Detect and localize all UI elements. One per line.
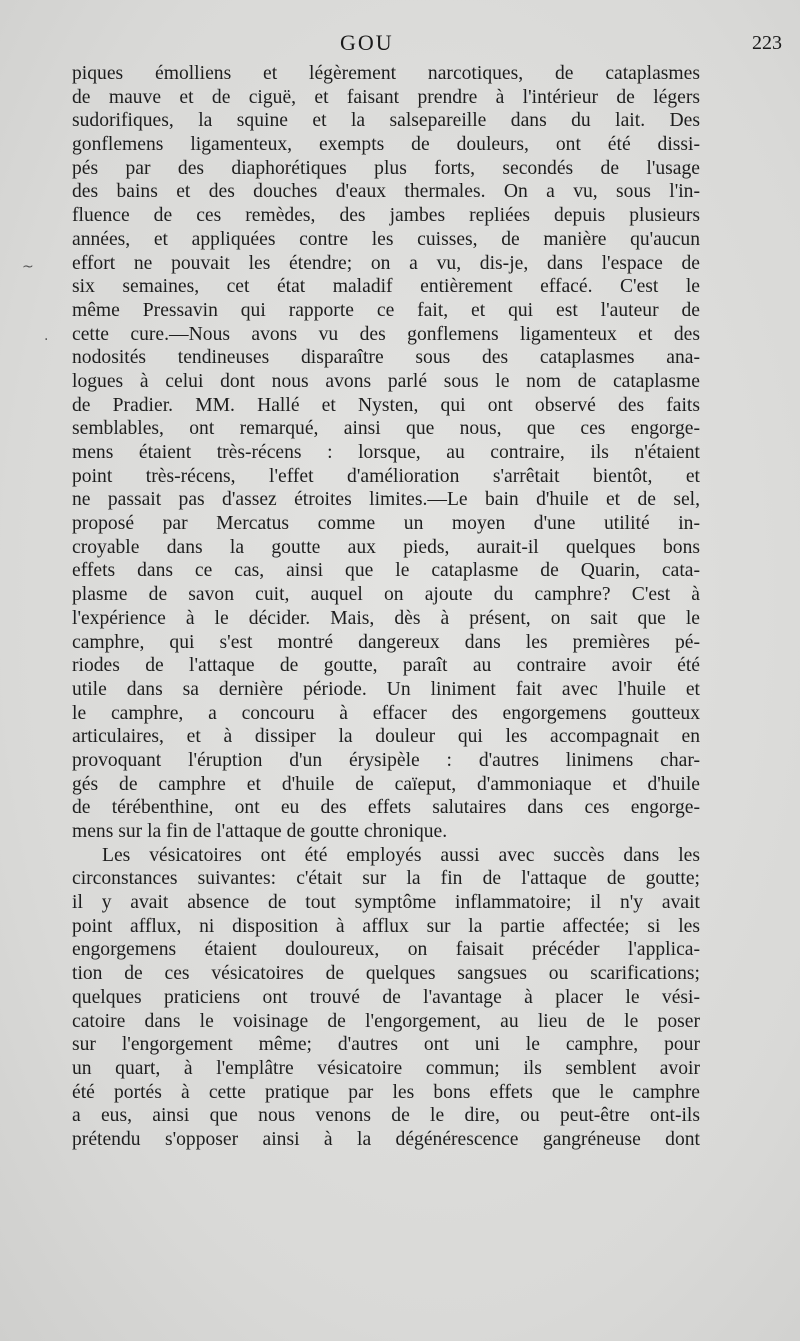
text-line: pés par des diaphorétiques plus forts, secondés de l'usage (72, 157, 700, 179)
page-header (0, 30, 800, 60)
text-line: utile dans sa dernière période. Un liniment fait avec l'huile et (72, 678, 700, 700)
text-line: sur l'engorgement même; d'autres ont uni le camphre, pour (72, 1034, 700, 1056)
text-line: articulaires, et à dissiper la douleur qui les accompagnait en (72, 726, 700, 748)
text-line: mens sur la fin de l'attaque de goutte chronique. (72, 821, 448, 842)
margin-mark: ~ (22, 259, 34, 275)
running-head: GOU (340, 30, 394, 55)
text-line: le camphre, a concouru à effacer des engorgemens goutteux (72, 702, 700, 724)
text-line: un quart, à l'emplâtre vésicatoire commun; ils semblent avoir (72, 1057, 700, 1079)
body-text (72, 62, 700, 1152)
margin-mark: · (44, 332, 49, 348)
text-line: de mauve et de ciguë, et faisant prendre à l'intérieur de légers (72, 86, 700, 108)
text-line: effort ne pouvait les étendre; on a vu, dis-je, dans l'espace de (72, 252, 700, 274)
text-line: quelques praticiens ont trouvé de l'avantage à placer le vési- (72, 986, 700, 1008)
text-line: provoquant l'éruption d'un érysipèle : d'autres linimens char- (72, 749, 700, 771)
text-line: engorgemens étaient douloureux, on faisait précéder l'applica- (72, 939, 700, 961)
text-line: fluence de ces remèdes, des jambes repliées depuis plusieurs (72, 205, 700, 227)
text-line: point très-récens, l'effet d'amélioration s'arrêtait bientôt, et (72, 465, 700, 487)
text-line: nodosités tendineuses disparaître sous des cataplasmes ana- (72, 347, 700, 369)
text-line: cette cure.—Nous avons vu des gonflemens ligamenteux et des (72, 323, 700, 345)
text-line: camphre, qui s'est montré dangereux dans les premières pé- (72, 631, 700, 653)
text-line: tion de ces vésicatoires de quelques sangsues ou scarifications; (72, 963, 700, 985)
text-line: mens étaient très-récens : lorsque, au contraire, ils n'étaient (72, 442, 700, 463)
text-line: a eus, ainsi que nous venons de le dire, ou peut-être ont-ils (72, 1105, 700, 1127)
text-line: l'expérience à le décider. Mais, dès à présent, on sait que le (72, 607, 700, 629)
text-line: Les vésicatoires ont été employés aussi avec succès dans les (102, 844, 700, 866)
text-line: logues à celui dont nous avons parlé sous le nom de cataplasme (72, 370, 700, 392)
text-line: croyable dans la goutte aux pieds, aurait-il quelques bons (72, 536, 700, 558)
text-line: six semaines, cet état maladif entièrement effacé. C'est le (72, 276, 700, 298)
text-line: même Pressavin qui rapporte ce fait, et qui est l'auteur de (72, 299, 700, 321)
text-line: ne passait pas d'assez étroites limites.—Le bain d'huile et de sel, (72, 489, 700, 511)
paragraph (72, 62, 700, 844)
page-number: 223 (752, 32, 782, 54)
text-line: de Pradier. MM. Hallé et Nysten, qui ont observé des faits (72, 394, 700, 416)
paragraph (72, 844, 700, 1152)
text-line: effets dans ce cas, ainsi que le cataplasme de Quarin, cata- (72, 560, 700, 582)
text-line: sudorifiques, la squine et la salsepareille dans du lait. Des (72, 110, 700, 132)
text-line: plasme de savon cuit, auquel on ajoute du camphre? C'est à (72, 584, 700, 606)
text-line: catoire dans le voisinage de l'engorgement, au lieu de le poser (72, 1010, 700, 1032)
text-line: proposé par Mercatus comme un moyen d'une utilité in- (72, 513, 700, 535)
text-line: prétendu s'opposer ainsi à la dégénérescence gangréneuse dont (72, 1128, 700, 1150)
text-line: riodes de l'attaque de goutte, paraît au contraire avoir été (72, 655, 700, 677)
text-line: été portés à cette pratique par les bons effets que le camphre (72, 1081, 700, 1103)
text-line: gés de camphre et d'huile de caïeput, d'ammoniaque et d'huile (72, 773, 700, 795)
text-line: de térébenthine, ont eu des effets salutaires dans ces engorge- (72, 797, 700, 819)
text-line: circonstances suivantes: c'était sur la fin de l'attaque de goutte; (72, 868, 700, 890)
text-line: gonflemens ligamenteux, exempts de douleurs, ont été dissi- (72, 134, 700, 156)
text-line: piques émolliens et légèrement narcotiques, de cataplasmes (72, 63, 700, 84)
text-line: il y avait absence de tout symptôme inflammatoire; il n'y avait (72, 892, 700, 914)
text-line: années, et appliquées contre les cuisses, de manière qu'aucun (72, 228, 700, 250)
text-line: des bains et des douches d'eaux thermales. On a vu, sous l'in- (72, 181, 700, 203)
text-line: point afflux, ni disposition à afflux sur la partie affectée; si les (72, 915, 700, 937)
text-line: semblables, ont remarqué, ainsi que nous, que ces engorge- (72, 418, 700, 440)
